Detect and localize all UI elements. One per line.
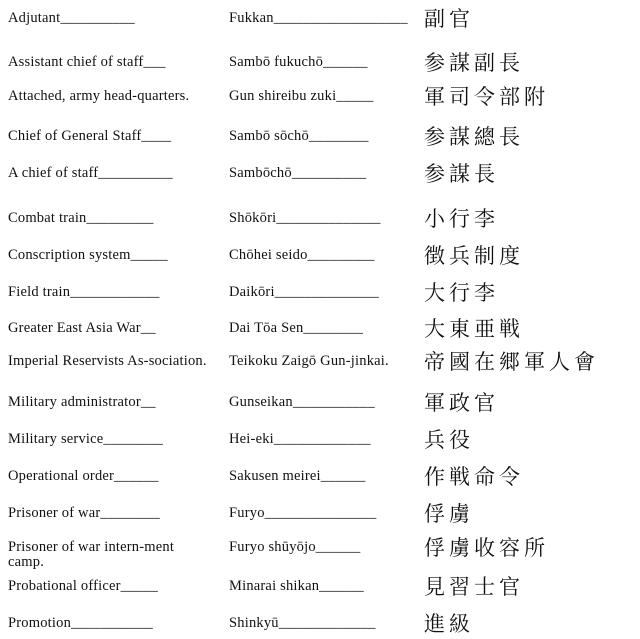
japanese-term: 参謀副長 — [424, 51, 524, 75]
english-term: Prisoner of war intern-ment camp. — [8, 539, 175, 570]
romanized-term: Chōhei seido_________ — [229, 247, 375, 263]
japanese-term: 兵役 — [424, 428, 474, 452]
romanized-term: Sambō sōchō________ — [229, 128, 369, 144]
romanized-term: Gun shireibu zuki_____ — [229, 88, 374, 104]
english-term: Chief of General Staff____ — [8, 128, 172, 144]
japanese-term: 見習士官 — [424, 575, 524, 599]
romanized-term: Daikōri______________ — [229, 284, 379, 300]
glossary-entry — [0, 125, 640, 165]
glossary-entry — [0, 207, 640, 247]
romanized-term: Minarai shikan______ — [229, 578, 364, 594]
glossary-entry — [0, 85, 640, 125]
english-term: Greater East Asia War__ — [8, 320, 156, 336]
glossary-entry — [0, 162, 640, 202]
romanized-term: Teikoku Zaigō Gun-jinkai. — [229, 353, 389, 369]
romanized-term: Furyo shūyōjo______ — [229, 539, 361, 555]
romanized-term: Gunseikan___________ — [229, 394, 375, 410]
romanized-term: Sakusen meirei______ — [229, 468, 366, 484]
japanese-term: 作戦命令 — [424, 465, 524, 489]
english-term: Adjutant__________ — [8, 10, 135, 26]
english-term: Attached, army head-quarters. — [8, 88, 190, 104]
glossary-entry — [0, 350, 640, 390]
japanese-term: 大行李 — [424, 281, 499, 305]
english-term: Military administrator__ — [8, 394, 156, 410]
english-term: Assistant chief of staff___ — [8, 54, 166, 70]
romanized-term: Shinkyū_____________ — [229, 615, 376, 631]
japanese-term: 軍政官 — [424, 391, 499, 415]
glossary-entry — [0, 7, 640, 47]
glossary-entry — [0, 536, 640, 576]
glossary-entry — [0, 428, 640, 468]
glossary-entry — [0, 575, 640, 615]
romanized-term: Furyo_______________ — [229, 505, 377, 521]
japanese-term: 軍司令部附 — [424, 85, 549, 109]
romanized-term: Sambōchō__________ — [229, 165, 367, 181]
glossary-entry — [0, 281, 640, 321]
english-term: Conscription system_____ — [8, 247, 168, 263]
glossary-entry — [0, 612, 640, 638]
japanese-term: 進級 — [424, 612, 474, 636]
glossary-entry — [0, 391, 640, 431]
glossary-entry — [0, 465, 640, 505]
japanese-term: 参謀長 — [424, 162, 499, 186]
english-term: Field train____________ — [8, 284, 160, 300]
romanized-term: Dai Tōa Sen________ — [229, 320, 364, 336]
english-term: Imperial Reservists As-sociation. — [8, 353, 207, 369]
japanese-term: 徴兵制度 — [424, 244, 524, 268]
romanized-term: Fukkan__________________ — [229, 10, 408, 26]
japanese-term: 俘虜 — [424, 502, 474, 526]
japanese-term: 参謀總長 — [424, 125, 524, 149]
english-term: Military service________ — [8, 431, 164, 447]
english-term: Prisoner of war________ — [8, 505, 160, 521]
japanese-term: 帝國在郷軍人會 — [424, 350, 599, 374]
romanized-term: Hei-eki_____________ — [229, 431, 371, 447]
english-term: Combat train_________ — [8, 210, 154, 226]
english-term: Promotion___________ — [8, 615, 153, 631]
english-term: A chief of staff__________ — [8, 165, 173, 181]
japanese-term: 副官 — [424, 7, 474, 31]
romanized-term: Sambō fukuchō______ — [229, 54, 368, 70]
english-term: Probational officer_____ — [8, 578, 158, 594]
romanized-term: Shōkōri______________ — [229, 210, 381, 226]
japanese-term: 俘虜收容所 — [424, 536, 549, 560]
japanese-term: 小行李 — [424, 207, 499, 231]
glossary-entry — [0, 244, 640, 284]
english-term: Operational order______ — [8, 468, 159, 484]
japanese-term: 大東亜戦 — [424, 317, 524, 341]
